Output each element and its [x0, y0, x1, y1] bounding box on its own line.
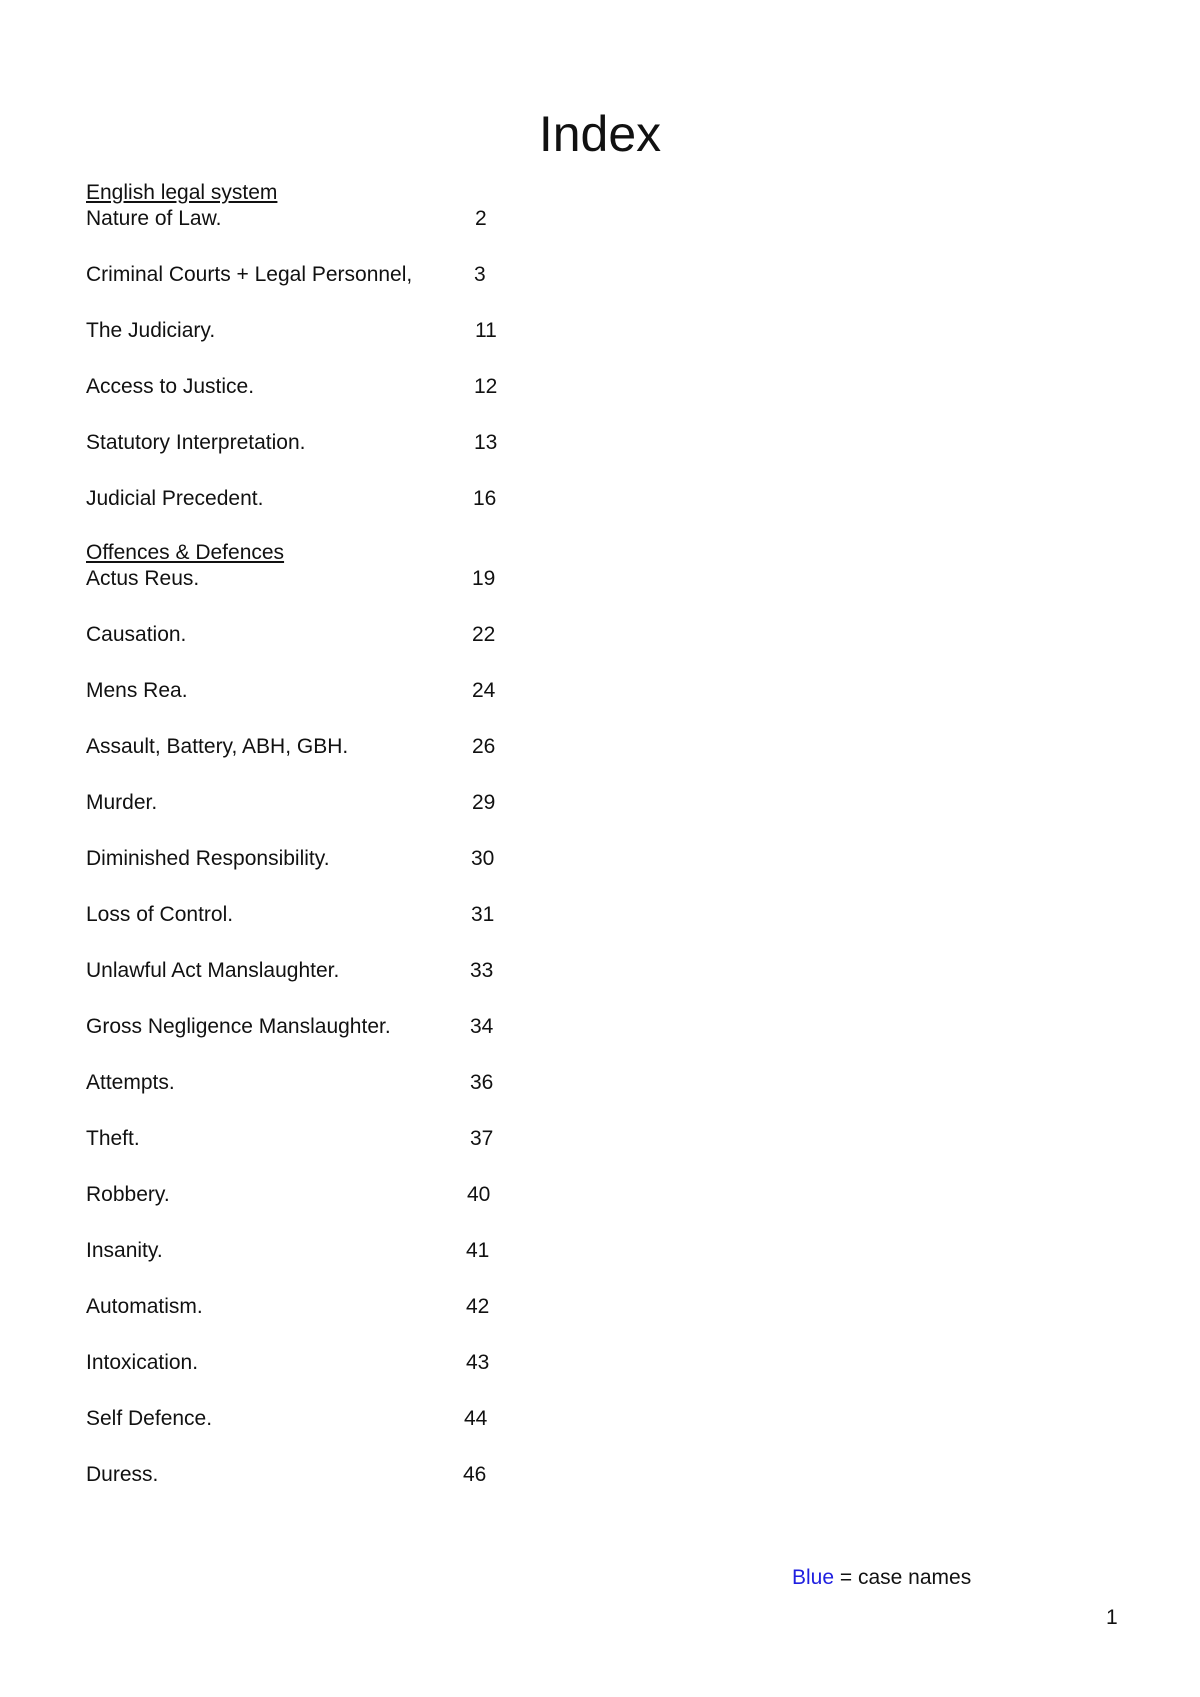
entry-title: Actus Reus.	[86, 567, 200, 590]
index-entry	[86, 845, 546, 873]
index-entry	[86, 733, 546, 761]
entry-title: Statutory Interpretation.	[86, 431, 306, 454]
index-entry	[86, 317, 546, 345]
entry-page-number: 22	[472, 623, 496, 646]
entry-title: Automatism.	[86, 1295, 203, 1318]
entry-page-number: 13	[474, 431, 498, 454]
index-entry	[86, 957, 546, 985]
index-entry	[86, 789, 546, 817]
index-entry	[86, 1405, 546, 1433]
entry-title: Judicial Precedent.	[86, 487, 264, 510]
entry-title: Insanity.	[86, 1239, 163, 1262]
entry-page-number: 16	[473, 487, 497, 510]
legend-blue-word: Blue	[792, 1566, 835, 1589]
entry-title: Duress.	[86, 1463, 159, 1486]
entry-page-number: 2	[475, 207, 487, 230]
index-entry	[86, 1349, 546, 1377]
entry-title: Nature of Law.	[86, 207, 222, 230]
entry-title: Loss of Control.	[86, 903, 234, 926]
entry-title: Attempts.	[86, 1071, 175, 1094]
entry-page-number: 12	[474, 375, 498, 398]
entry-page-number: 19	[472, 567, 496, 590]
entry-title: The Judiciary.	[86, 319, 216, 342]
entry-page-number: 46	[463, 1463, 487, 1486]
entry-title: Murder.	[86, 791, 158, 814]
entry-title: Access to Justice.	[86, 375, 255, 398]
page-number: 1	[1106, 1606, 1118, 1629]
index-entry	[86, 901, 546, 929]
entry-page-number: 26	[472, 735, 496, 758]
entry-title: Causation.	[86, 623, 187, 646]
index-entry	[86, 565, 546, 593]
entry-title: Gross Negligence Manslaughter.	[86, 1015, 391, 1038]
index-entry	[86, 1013, 546, 1041]
entry-page-number: 34	[470, 1015, 494, 1038]
entry-title: Robbery.	[86, 1183, 170, 1206]
entry-title: Theft.	[86, 1127, 140, 1150]
color-legend	[792, 1564, 971, 1592]
entry-page-number: 43	[466, 1351, 490, 1374]
index-entry	[86, 373, 546, 401]
index-entry	[86, 429, 546, 457]
entry-page-number: 33	[470, 959, 494, 982]
entry-title: Assault, Battery, ABH, GBH.	[86, 735, 349, 758]
entry-page-number: 41	[466, 1239, 490, 1262]
entry-title: Intoxication.	[86, 1351, 199, 1374]
index-entry	[86, 261, 546, 289]
index-entry	[86, 1125, 546, 1153]
entry-title: Mens Rea.	[86, 679, 188, 702]
entry-page-number: 3	[474, 263, 486, 286]
entry-page-number: 44	[464, 1407, 488, 1430]
entry-page-number: 31	[471, 903, 495, 926]
index-entry	[86, 1237, 546, 1265]
section-heading: English legal system	[86, 181, 278, 204]
index-entry	[86, 1293, 546, 1321]
index-entry	[86, 677, 546, 705]
index-entry	[86, 1069, 546, 1097]
entry-title: Criminal Courts + Legal Personnel,	[86, 263, 413, 286]
entry-page-number: 40	[467, 1183, 491, 1206]
section-heading: Offences & Defences	[86, 541, 285, 564]
index-entry	[86, 621, 546, 649]
index-entry	[86, 205, 546, 233]
page-title: Index	[538, 106, 662, 162]
entry-title: Unlawful Act Manslaughter.	[86, 959, 340, 982]
entry-page-number: 36	[470, 1071, 494, 1094]
entry-page-number: 24	[472, 679, 496, 702]
legend-description: = case names	[834, 1566, 972, 1589]
entry-page-number: 37	[470, 1127, 494, 1150]
entry-title: Diminished Responsibility.	[86, 847, 330, 870]
entry-page-number: 11	[475, 319, 497, 342]
index-entry	[86, 1461, 546, 1489]
entry-page-number: 30	[471, 847, 495, 870]
entry-page-number: 29	[472, 791, 496, 814]
index-entry	[86, 485, 546, 513]
entry-title: Self Defence.	[86, 1407, 213, 1430]
index-entry	[86, 1181, 546, 1209]
entry-page-number: 42	[466, 1295, 490, 1318]
